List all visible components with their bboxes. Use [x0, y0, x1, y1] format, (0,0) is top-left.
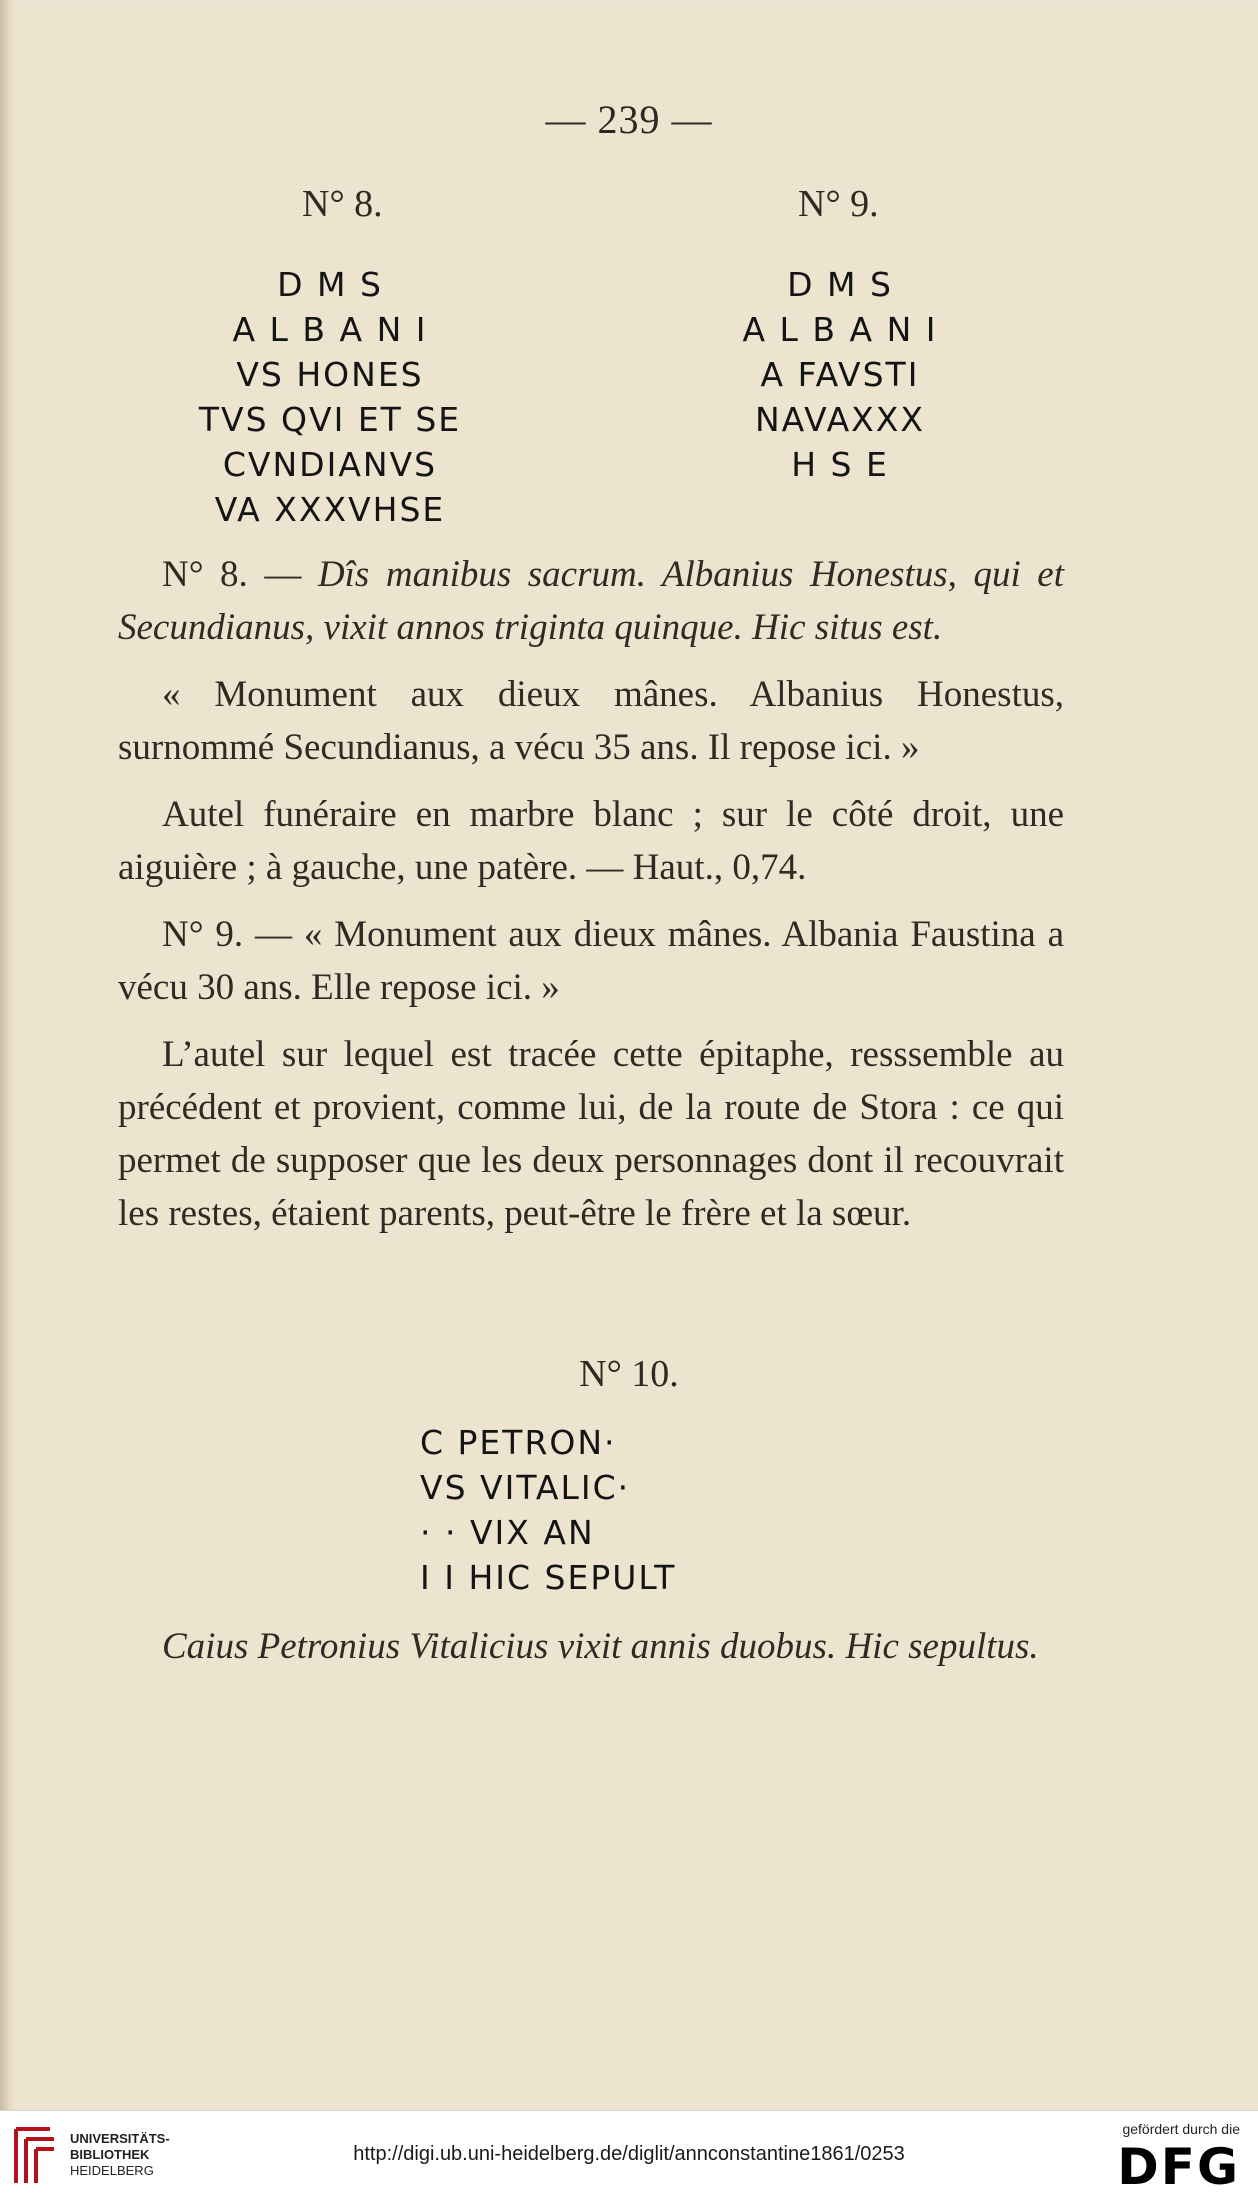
- inscription-line: VS VITALIC·: [420, 1468, 631, 1507]
- logo-line: HEIDELBERG: [70, 2163, 154, 2178]
- inscription-line: VA XXXVHSE: [214, 490, 446, 529]
- translation-french-9: N° 9. — « Monument aux dieux mânes. Albania Faustina a vécu 30 ans. Elle repose ici. »: [118, 914, 1064, 1008]
- inscription-8: [160, 262, 500, 532]
- commentary-9: L’autel sur lequel est tracée cette épitaphe, resssemble au précédent et provient, comme lui, de la route de Stora : ce qui permet de supposer que les deux personnages dont il recouvrait les restes, étaient parents, peut-être le frère et la sœur.: [118, 1034, 1064, 1234]
- entry-9-heading: N° 9.: [798, 183, 879, 225]
- entry-8-heading: N° 8.: [302, 183, 383, 225]
- description-8: Autel funéraire en marbre blanc ; sur le côté droit, une aiguière ; à gauche, une patère. — Haut., 0,74.: [118, 794, 1064, 888]
- inscription-line: C PETRON·: [420, 1423, 617, 1462]
- inscription-line: H S E: [791, 445, 889, 484]
- body-text-upper: [118, 548, 1064, 1240]
- page-number: — 239 —: [545, 97, 713, 142]
- inscription-line: NAVAXXX: [754, 400, 925, 439]
- inscription-9: [730, 262, 950, 487]
- dfg-logo: DFG: [1117, 2138, 1240, 2196]
- inscription-line: D M S: [787, 265, 893, 304]
- body-text-lower: [118, 1620, 1064, 1673]
- latin-text: Dîs manibus sacrum. Albanius Honestus, qui et Secundianus, vixit annos triginta quinque. Hic situs est.: [118, 554, 1064, 648]
- inscription-line: · · VIX AN: [420, 1513, 595, 1552]
- translation-latin-10: Caius Petronius Vitalicius vixit annis duobus. Hic sepultus.: [162, 1626, 1039, 1667]
- funding-note: gefördert durch die: [1122, 2121, 1240, 2137]
- inscription-line: A L B A N I: [232, 310, 428, 349]
- logo-line: UNIVERSITÄTS-: [70, 2131, 170, 2146]
- inscription-line: VS HONES: [236, 355, 424, 394]
- logo-line: BIBLIOTHEK: [70, 2147, 150, 2162]
- inscription-line: A FAVSTI: [760, 355, 920, 394]
- translation-latin-8: [118, 548, 1064, 654]
- footer-bar: [0, 2110, 1258, 2202]
- inscription-line: TVS QVI ET SE: [198, 400, 462, 439]
- entry-10-heading: N° 10.: [579, 1353, 679, 1395]
- inscription-line: D M S: [277, 265, 383, 304]
- inscription-line: A L B A N I: [742, 310, 938, 349]
- entry-label: N° 8. —: [162, 554, 318, 595]
- inscription-line: CVNDIANVS: [222, 445, 438, 484]
- inscription-line: I I HIC SEPULT: [420, 1558, 677, 1597]
- translation-french-8: « Monument aux dieux mânes. Albanius Honestus, surnommé Secundianus, a vécu 35 ans. Il repose ici. »: [118, 674, 1064, 768]
- inscription-10: [420, 1420, 780, 1600]
- source-url-link[interactable]: http://digi.ub.uni-heidelberg.de/diglit/annconstantine1861/0253: [353, 2143, 905, 2165]
